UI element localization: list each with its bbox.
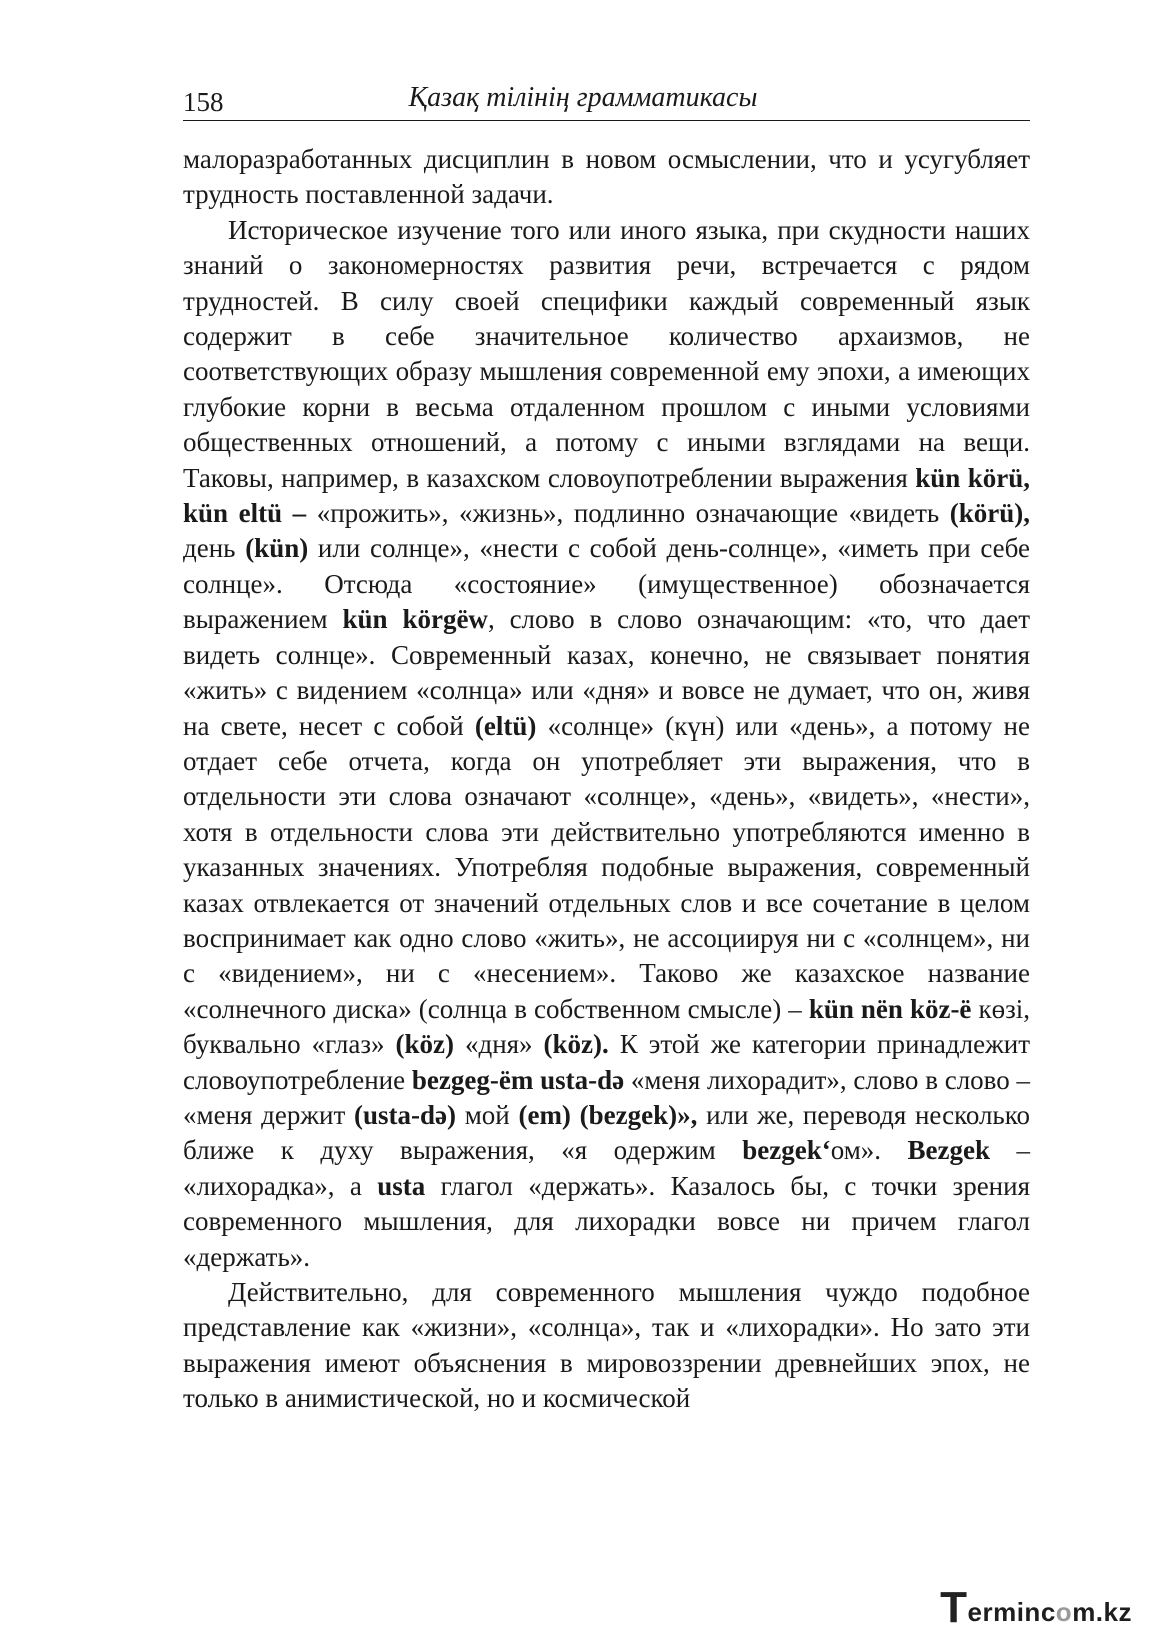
text-run: глагол «держать». Казалось бы, с точки зрения современного мышления, для лихорадки вовсе ни причем глагол «держать». [183, 1170, 1031, 1272]
bold-term: usta [377, 1170, 426, 1201]
text-run: мой [456, 1099, 519, 1130]
text-run: «дня» [453, 1029, 544, 1060]
text-run: К этой же категории принадлежит словоупотребление [183, 1029, 1030, 1095]
bold-term: (em) (bezgek)», [518, 1099, 698, 1130]
watermark-letter: T [940, 1583, 968, 1632]
bold-term: kün körü, kün eltü – [183, 462, 1030, 529]
text-run: Историческое изучение того или иного языка, при скудности наших знаний о закономерностях развития речи, встречается с рядом трудностей. В силу своей специфики каждый современный язык содержит в себе значительное количество архаизмов, не соответствующих образу мышления современной ему эпохи, а имеющих глубокие корни в весьма отдаленном прошлом с иными условиями общественных отношений, а потому с иными взглядами на вещи. Таковы, например, в казахском словоупотреблении выражения [183, 214, 1030, 493]
bold-term: kün körgëw [342, 604, 488, 635]
body-text [183, 142, 1030, 1417]
text-run: , слово в слово означающим: «то, что дает видеть солнце». Современный казах, конечно, не связывает понятия «жить» с видением «солнца» или «дня» и вовсе не думает, что он, живя на свете, несет с собой [183, 604, 1031, 741]
text-run: Действительно, для современного мышления чуждо подобное представление как «жизни», «солнца», так и «лихорадки». Но зато эти выражения имеют объяснения в мировоззрении древнейших эпох, не только в анимистической, но и космической [183, 1277, 1030, 1414]
page-header [183, 80, 1030, 121]
watermark-logo [940, 1583, 1132, 1632]
bold-term: (körü), [949, 498, 1030, 529]
bold-term: kün nën köz-ë [808, 993, 972, 1024]
paragraph [183, 213, 1030, 1275]
paragraph [183, 1275, 1030, 1417]
text-run: «меня лихорадит», слово в слово – «меня держит [183, 1064, 1030, 1130]
text-run: или же, переводя несколько ближе к духу выражения, «я одержим [183, 1099, 1030, 1166]
page-number: 158 [183, 87, 224, 117]
text-run: день [183, 533, 246, 564]
bold-term: (eltü) [474, 710, 537, 741]
bold-term: bezgeg-ëm usta-də [411, 1064, 625, 1095]
text-run: «прожить», «жизнь», подлинно означающие «видеть [306, 498, 950, 529]
text-run: ом». [830, 1135, 908, 1166]
bold-term: (usta-də) [354, 1099, 456, 1130]
paragraph [183, 142, 1030, 213]
bold-term: (köz). [543, 1029, 609, 1060]
watermark-text: ermin [967, 1597, 1041, 1627]
watermark-text: m.kz [1072, 1597, 1132, 1627]
bold-term: Bezgek [907, 1135, 991, 1166]
bold-term: (köz) [395, 1029, 454, 1060]
bold-term: (kün) [245, 533, 309, 564]
text-run: «солнце» (күн) или «день», а потому не отдает себе отчета, когда он употребляет эти выражения, что в отдельности эти слова означают «солнце», «день», «видеть», «нести», хотя в отдельности слова эти действительно употребляются именно в указанных значениях. Употребляя подобные выражения, современный казах отвлекается от значений отдельных слов и все сочетание в целом воспринимает как одно слово «жить», не ассоциируя ни с «солнцем», ни с «видением», ни с «несением». Таково же казахское название «солнечного диска» (солнца в собственном смысле) – [183, 710, 1030, 1024]
bold-term: bezgek‘ [742, 1135, 831, 1166]
text-run: көзі, буквально «глаз» [183, 993, 1030, 1060]
running-title: Қазақ тілінің грамматикасы [408, 82, 758, 113]
watermark-text: c [1040, 1597, 1056, 1627]
text-run: – «лихорадка», а [183, 1135, 1031, 1201]
watermark-text: o [1055, 1597, 1073, 1627]
text-run: или солнце», «нести с собой день-солнце», «иметь при себе солнце». Отсюда «состояние» (имущественное) обозначается выражением [183, 533, 1031, 635]
text-run: малоразработанных дисциплин в новом осмыслении, что и усугубляет трудность поставленной задачи. [183, 144, 1030, 210]
